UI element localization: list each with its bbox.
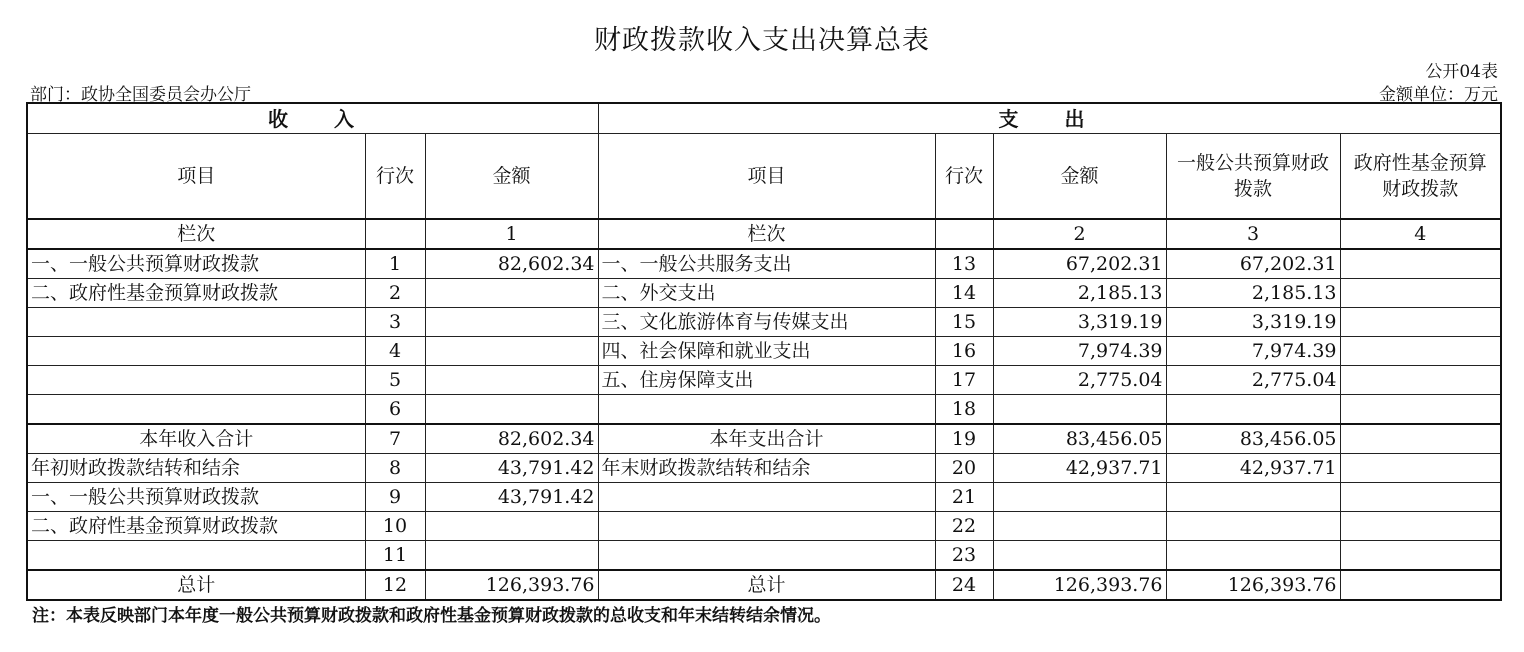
income-amount-cell: 43,791.42 — [425, 483, 598, 512]
income-amount-cell: 82,602.34 — [425, 249, 598, 279]
income-row-no-cell: 2 — [365, 279, 425, 308]
expense-item-cell: 五、住房保障支出 — [598, 366, 935, 395]
column-number-2: 2 — [993, 219, 1166, 249]
expense-row-no-cell: 23 — [935, 541, 993, 571]
general-budget-cell: 2,185.13 — [1166, 279, 1340, 308]
income-row-no-cell: 6 — [365, 395, 425, 425]
table-row — [27, 512, 1501, 541]
fund-budget-cell — [1340, 454, 1501, 483]
income-amount-cell — [425, 337, 598, 366]
income-amount-cell — [425, 308, 598, 337]
table-row — [27, 454, 1501, 483]
income-row-no-cell: 9 — [365, 483, 425, 512]
expense-row-no-cell: 13 — [935, 249, 993, 279]
fund-budget-cell — [1340, 570, 1501, 600]
income-row-no-cell: 11 — [365, 541, 425, 571]
general-budget-cell: 7,974.39 — [1166, 337, 1340, 366]
general-budget-cell — [1166, 512, 1340, 541]
income-amount-cell — [425, 541, 598, 571]
expense-amount-cell: 42,937.71 — [993, 454, 1166, 483]
table-row — [27, 424, 1501, 454]
general-budget-cell — [1166, 541, 1340, 571]
settlement-table — [26, 102, 1502, 601]
header-fund-budget: 政府性基金预算财政拨款 — [1340, 134, 1501, 220]
expense-row-no-cell: 17 — [935, 366, 993, 395]
fund-budget-cell — [1340, 541, 1501, 571]
expense-amount-cell: 3,319.19 — [993, 308, 1166, 337]
fund-budget-cell — [1340, 308, 1501, 337]
column-number-4: 4 — [1340, 219, 1501, 249]
expense-row-no-cell: 19 — [935, 424, 993, 454]
expense-section-header: 支 出 — [598, 103, 1501, 134]
section-header-row — [27, 103, 1501, 134]
column-number-row — [27, 219, 1501, 249]
income-item-cell — [27, 366, 365, 395]
general-budget-cell: 42,937.71 — [1166, 454, 1340, 483]
fund-budget-cell — [1340, 337, 1501, 366]
expense-row-no-cell: 16 — [935, 337, 993, 366]
income-item-cell: 一、一般公共预算财政拨款 — [27, 249, 365, 279]
income-amount-cell — [425, 279, 598, 308]
table-row — [27, 541, 1501, 571]
expense-row-no-cell: 14 — [935, 279, 993, 308]
expense-row-no-cell: 20 — [935, 454, 993, 483]
amount-unit-label: 金额单位：万元 — [1379, 85, 1498, 105]
header-expense-amount: 金额 — [993, 134, 1166, 220]
column-blank — [365, 219, 425, 249]
income-amount-cell: 82,602.34 — [425, 424, 598, 454]
expense-item-cell — [598, 483, 935, 512]
income-item-cell: 年初财政拨款结转和结余 — [27, 454, 365, 483]
header-income-item: 项目 — [27, 134, 365, 220]
income-item-cell: 二、政府性基金预算财政拨款 — [27, 279, 365, 308]
table-row — [27, 308, 1501, 337]
table-row — [27, 483, 1501, 512]
expense-row-no-cell: 22 — [935, 512, 993, 541]
income-item-cell: 本年收入合计 — [27, 424, 365, 454]
table-row — [27, 249, 1501, 279]
income-item-cell — [27, 541, 365, 571]
expense-row-no-cell: 18 — [935, 395, 993, 425]
department-label: 部门：政协全国委员会办公厅 — [30, 85, 251, 105]
income-row-no-cell: 10 — [365, 512, 425, 541]
income-row-no-cell: 3 — [365, 308, 425, 337]
expense-amount-cell: 83,456.05 — [993, 424, 1166, 454]
expense-item-cell: 本年支出合计 — [598, 424, 935, 454]
expense-item-cell: 三、文化旅游体育与传媒支出 — [598, 308, 935, 337]
income-row-no-cell: 8 — [365, 454, 425, 483]
income-item-cell — [27, 308, 365, 337]
income-row-no-cell: 1 — [365, 249, 425, 279]
header-income-row-no: 行次 — [365, 134, 425, 220]
fund-budget-cell — [1340, 512, 1501, 541]
report-title: 财政拨款收入支出决算总表 — [594, 25, 930, 56]
form-number: 公开04表 — [1425, 62, 1498, 82]
fund-budget-cell — [1340, 279, 1501, 308]
expense-amount-cell — [993, 541, 1166, 571]
general-budget-cell: 83,456.05 — [1166, 424, 1340, 454]
general-budget-cell: 3,319.19 — [1166, 308, 1340, 337]
expense-item-cell: 总计 — [598, 570, 935, 600]
header-income-amount: 金额 — [425, 134, 598, 220]
footnote: 注：本表反映部门本年度一般公共预算财政拨款和政府性基金预算财政拨款的总收支和年末结转结余情况。 — [32, 606, 831, 626]
header-expense-row-no: 行次 — [935, 134, 993, 220]
expense-amount-cell: 67,202.31 — [993, 249, 1166, 279]
expense-amount-cell: 2,185.13 — [993, 279, 1166, 308]
expense-amount-cell — [993, 483, 1166, 512]
column-label-left: 栏次 — [27, 219, 365, 249]
table-row — [27, 279, 1501, 308]
expense-item-cell — [598, 541, 935, 571]
fund-budget-cell — [1340, 395, 1501, 425]
expense-amount-cell: 7,974.39 — [993, 337, 1166, 366]
general-budget-cell — [1166, 395, 1340, 425]
expense-row-no-cell: 21 — [935, 483, 993, 512]
expense-item-cell: 四、社会保障和就业支出 — [598, 337, 935, 366]
income-item-cell: 总计 — [27, 570, 365, 600]
column-blank — [935, 219, 993, 249]
income-amount-cell — [425, 366, 598, 395]
general-budget-cell: 67,202.31 — [1166, 249, 1340, 279]
income-amount-cell — [425, 395, 598, 425]
column-header-row — [27, 134, 1501, 220]
income-row-no-cell: 12 — [365, 570, 425, 600]
fund-budget-cell — [1340, 424, 1501, 454]
expense-row-no-cell: 24 — [935, 570, 993, 600]
expense-item-cell — [598, 395, 935, 425]
expense-item-cell: 二、外交支出 — [598, 279, 935, 308]
expense-item-cell — [598, 512, 935, 541]
table-row — [27, 366, 1501, 395]
expense-amount-cell — [993, 395, 1166, 425]
column-number-3: 3 — [1166, 219, 1340, 249]
expense-item-cell: 年末财政拨款结转和结余 — [598, 454, 935, 483]
income-item-cell: 一、一般公共预算财政拨款 — [27, 483, 365, 512]
expense-amount-cell — [993, 512, 1166, 541]
income-amount-cell: 43,791.42 — [425, 454, 598, 483]
income-item-cell — [27, 337, 365, 366]
fund-budget-cell — [1340, 249, 1501, 279]
fund-budget-cell — [1340, 483, 1501, 512]
column-number-1: 1 — [425, 219, 598, 249]
expense-row-no-cell: 15 — [935, 308, 993, 337]
table-row — [27, 395, 1501, 425]
general-budget-cell: 126,393.76 — [1166, 570, 1340, 600]
header-general-budget: 一般公共预算财政拨款 — [1166, 134, 1340, 220]
general-budget-cell — [1166, 483, 1340, 512]
fund-budget-cell — [1340, 366, 1501, 395]
income-section-header: 收 入 — [27, 103, 598, 134]
income-amount-cell: 126,393.76 — [425, 570, 598, 600]
income-amount-cell — [425, 512, 598, 541]
expense-amount-cell: 2,775.04 — [993, 366, 1166, 395]
general-budget-cell: 2,775.04 — [1166, 366, 1340, 395]
expense-item-cell: 一、一般公共服务支出 — [598, 249, 935, 279]
income-item-cell — [27, 395, 365, 425]
column-label-right: 栏次 — [598, 219, 935, 249]
header-expense-item: 项目 — [598, 134, 935, 220]
income-row-no-cell: 4 — [365, 337, 425, 366]
expense-amount-cell: 126,393.76 — [993, 570, 1166, 600]
table-row — [27, 570, 1501, 600]
income-row-no-cell: 5 — [365, 366, 425, 395]
income-row-no-cell: 7 — [365, 424, 425, 454]
income-item-cell: 二、政府性基金预算财政拨款 — [27, 512, 365, 541]
table-row — [27, 337, 1501, 366]
